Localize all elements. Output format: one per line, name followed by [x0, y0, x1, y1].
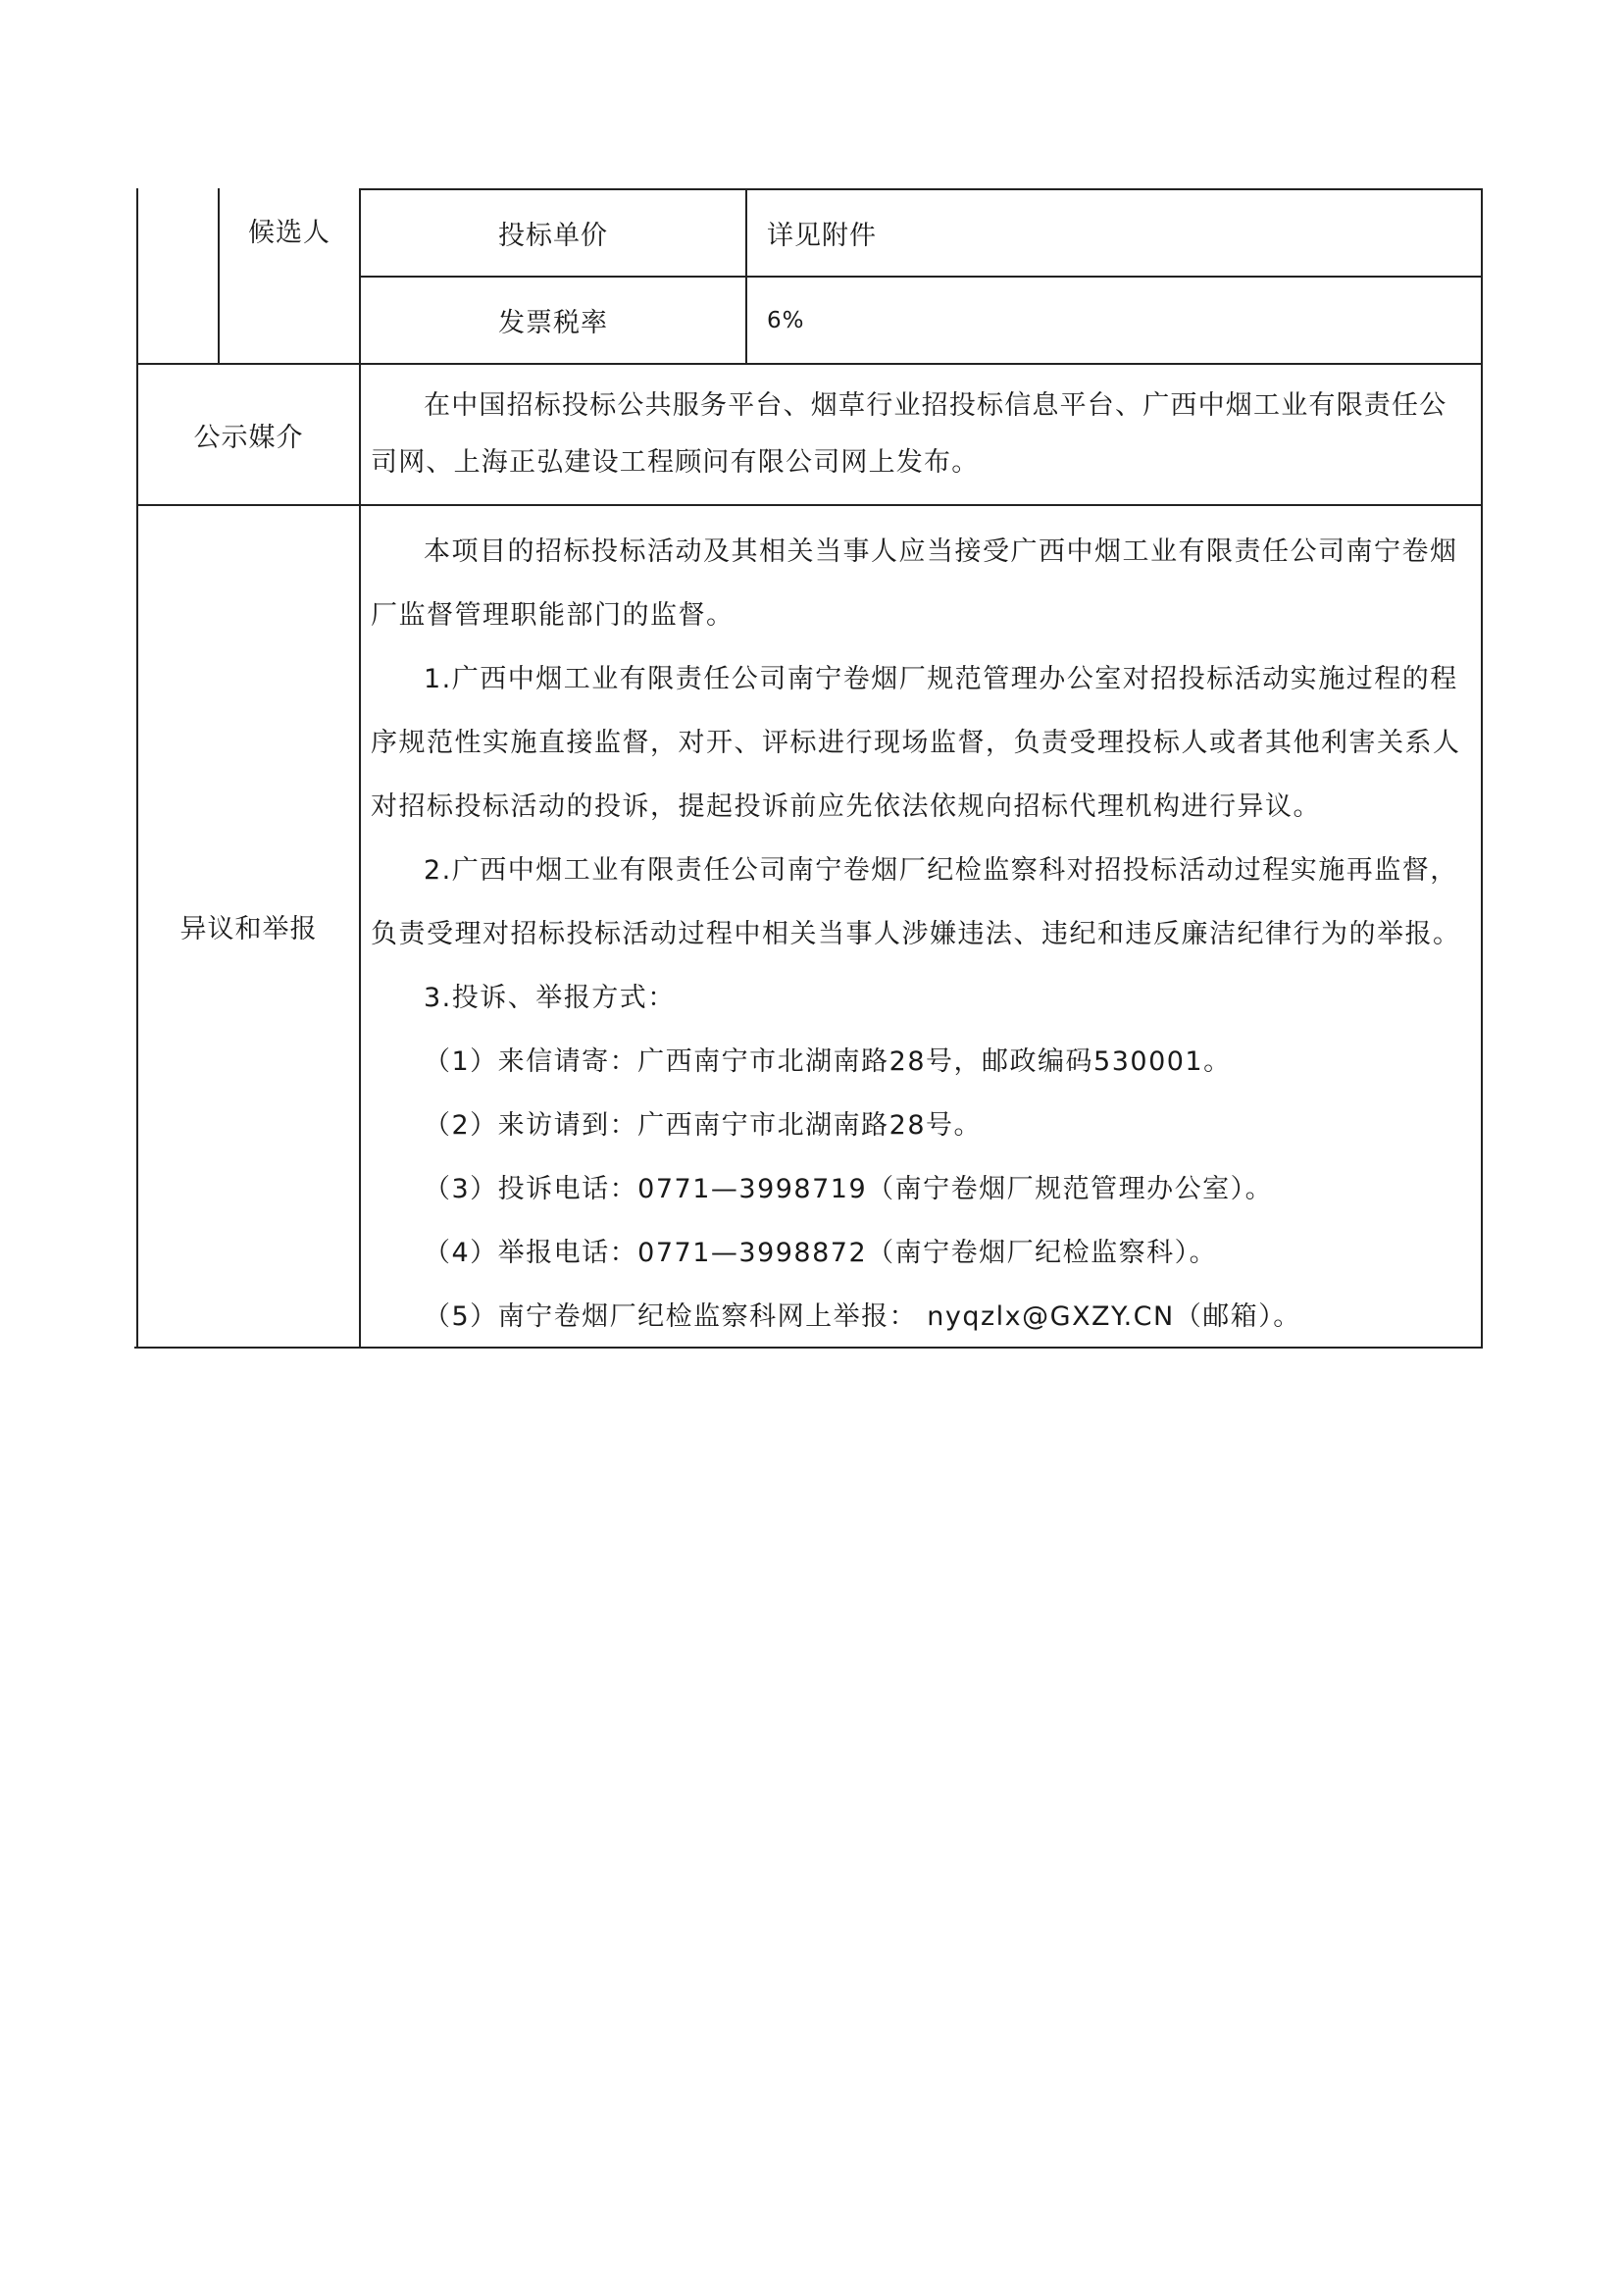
objection-paragraph: （1）来信请寄：广西南宁市北湖南路28号，邮政编码530001。 — [424, 1046, 1232, 1077]
objection-paragraph: （5）南宁卷烟厂纪检监察科网上举报： nyqzlx@GXZY.CN（邮箱）。 — [424, 1301, 1301, 1332]
objection-label: 异议和举报 — [179, 914, 318, 944]
media-text — [371, 378, 1473, 491]
candidate-label: 候选人 — [248, 217, 330, 248]
table-line — [1481, 188, 1483, 1349]
objection-paragraph: 3.投诉、举报方式： — [424, 983, 676, 1013]
bid-price-label: 投标单价 — [498, 221, 608, 251]
objection-paragraph: （2）来访请到：广西南宁市北湖南路28号。 — [424, 1110, 983, 1141]
objection-paragraph: （4）举报电话：0771—3998872（南宁卷烟厂纪检监察科）。 — [424, 1238, 1218, 1268]
tax-rate-value: 6% — [767, 307, 805, 333]
objection-paragraph: （3）投诉电话：0771—3998719（南宁卷烟厂规范管理办公室）。 — [424, 1174, 1274, 1204]
media-paragraph: 在中国招标投标公共服务平台、烟草行业招投标信息平台、广西中烟工业有限责任公司网、上海正弘建设工程顾问有限公司网上发布。 — [371, 390, 1447, 478]
tax-rate-label: 发票税率 — [498, 308, 608, 338]
objection-paragraph: 2.广西中烟工业有限责任公司南宁卷烟厂纪检监察科对招投标活动过程实施再监督，负责受理对招标投标活动过程中相关当事人涉嫌违法、违纪和违反廉洁纪律行为的举报。 — [371, 855, 1461, 949]
bid-price-value: 详见附件 — [767, 221, 877, 251]
table-line — [745, 188, 747, 365]
objection-paragraph: 1.广西中烟工业有限责任公司南宁卷烟厂规范管理办公室对招投标活动实施过程的程序规范性实施直接监督，对开、评标进行现场监督，负责受理投标人或者其他利害关系人对招标投标活动的投诉，提起投诉前应先依法依规向招标代理机构进行异议。 — [371, 664, 1461, 822]
media-label: 公示媒介 — [193, 422, 304, 453]
objection-text — [371, 520, 1473, 1349]
objection-paragraph: 本项目的招标投标活动及其相关当事人应当接受广西中烟工业有限责任公司南宁卷烟厂监督管理职能部门的监督。 — [371, 536, 1458, 631]
